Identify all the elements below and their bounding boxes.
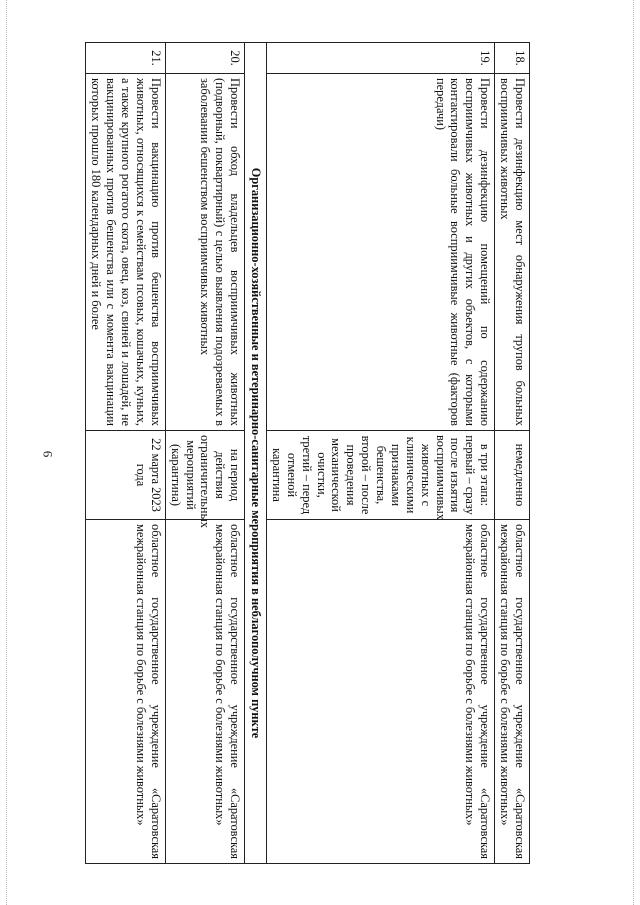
- row-executor: областное государственное учреждение «Саратовская межрайонная станция по борьбе с болезнями животных»: [267, 520, 495, 864]
- row-term: немедленно: [495, 431, 530, 520]
- page-edge-right: [633, 0, 634, 905]
- row-executor: областное государственное учреждение «Саратовская межрайонная станция по борьбе с болезнями животных»: [165, 520, 244, 864]
- table-row: [495, 43, 530, 864]
- row-term: в три этапа: первый – сразу после изъятия восприимчивых животных с клиническими признаками бешенства, второй – после проведения механической очистки, третий – перед отменой карантина: [267, 431, 495, 520]
- page-edge-left: [6, 0, 7, 905]
- row-executor: областное государственное учреждение «Саратовская межрайонная станция по борьбе с болезнями животных»: [495, 520, 530, 864]
- row-number: 20.: [165, 43, 244, 74]
- row-action: Провести дезинфекцию мест обнаружения трупов больных восприимчивых животных: [495, 74, 530, 431]
- document-table-rotated: [89, 42, 530, 864]
- row-term: на период действия ограничительных мероприятий (карантина): [165, 431, 244, 520]
- table-row: [165, 43, 244, 864]
- section-title: Организационно-хозяйственные и ветеринарно-санитарные мероприятия в неблагополучном пункте: [245, 43, 267, 864]
- table-row: [86, 43, 165, 864]
- page-number: 6: [40, 450, 56, 458]
- section-header-row: [245, 43, 267, 864]
- row-number: 19.: [267, 43, 495, 74]
- row-executor: областное государственное учреждение «Саратовская межрайонная станция по борьбе с болезнями животных»: [86, 520, 165, 864]
- row-number: 21.: [86, 43, 165, 74]
- row-number: 18.: [495, 43, 530, 74]
- row-term: 22 марта 2023 года: [86, 431, 165, 520]
- row-action: Провести дезинфекцию помещений по содержанию восприимчивых животных и других объектов, с которыми контактировали больные восприимчивые животные (факторов передачи): [267, 74, 495, 431]
- table-row: [267, 43, 495, 864]
- measures-table: [86, 42, 531, 864]
- row-action: Провести обход владельцев восприимчивых животных (подворный, поквартирный) с целью выявления подозреваемых в заболевании бешенством восприимчивых животных: [165, 74, 244, 431]
- row-action: Провести вакцинацию против бешенства восприимчивых животных, относящихся к семействам псовых, кошачьих, куньих, а также крупного рогатого скота, овец, коз, свиней и лошадей, не вакцинированных против бешенства или с момента вакцинации которых прошло 180 календарных дней и более: [86, 74, 165, 431]
